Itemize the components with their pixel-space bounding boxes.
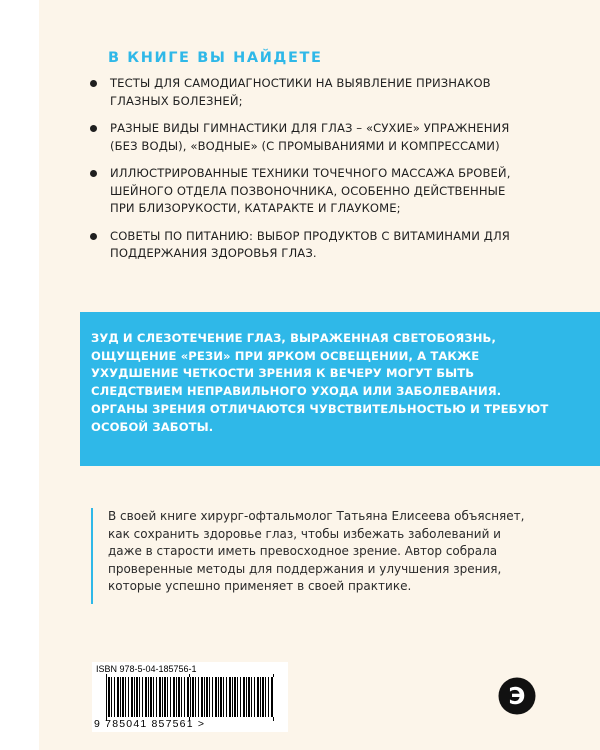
isbn-text: ISBN 978-5-04-185756-1 [96,664,197,674]
accent-rule [91,508,93,604]
bullet-dot-icon [90,170,97,177]
list-item-text: РАЗНЫЕ ВИДЫ ГИМНАСТИКИ ДЛЯ ГЛАЗ – «СУХИЕ» УПРАЖНЕНИЯ (БЕЗ ВОДЫ), «ВОДНЫЕ» (С ПРОМЫВАНИЯМИ И КОМПРЕССАМИ) [110,121,510,153]
list-item-text: СОВЕТЫ ПО ПИТАНИЮ: ВЫБОР ПРОДУКТОВ С ВИТАМИНАМИ ДЛЯ ПОДДЕРЖАНИЯ ЗДОРОВЬЯ ГЛАЗ. [110,228,510,260]
logo-letter: Э [508,684,526,710]
list-item-text: ИЛЛЮСТРИРОВАННЫЕ ТЕХНИКИ ТОЧЕЧНОГО МАССАЖА БРОВЕЙ, ШЕЙНОГО ОТДЕЛА ПОЗВОНОЧНИКА, ОСОБЕННО ДЕЙСТВЕННЫЕ ПРИ БЛИЗОРУКОСТИ, КАТАРАКТЕ И ГЛАУКОМЕ; [110,166,511,215]
bullet-dot-icon [90,233,97,240]
list-item [90,165,530,218]
list-item [90,120,530,155]
highlight-text: ЗУД И СЛЕЗОТЕЧЕНИЕ ГЛАЗ, ВЫРАЖЕННАЯ СВЕТОБОЯЗНЬ, ОЩУЩЕНИЕ «РЕЗИ» ПРИ ЯРКОМ ОСВЕЩЕНИИ, А ТАКЖЕ УХУДШЕНИЕ ЧЕТКОСТИ ЗРЕНИЯ К ВЕЧЕРУ МОГУТ БЫТЬ СЛЕДСТВИЕМ НЕПРАВИЛЬНОГО УХОДА ИЛИ ЗАБОЛЕВАНИЯ. ОРГАНЫ ЗРЕНИЯ ОТЛИЧАЮТСЯ ЧУВСТВИТЕЛЬНОСТЬЮ И ТРЕБУЮТ ОСОБОЙ ЗАБОТЫ. [91,331,549,434]
description-text: В своей книге хирург-офтальмолог Татьяна Елисеева объясняет, как сохранить здоровье глаз, чтобы избежать заболеваний и даже в старости иметь превосходное зрение. Автор собрала проверенные методы для поддержания и улучшения зрения, которые успешно применяет в своей практике. [108,509,525,593]
feature-list [90,75,530,273]
barcode-panel [92,662,288,732]
bullet-dot-icon [90,80,97,87]
barcode-bars [106,677,274,717]
barcode-number: 9 785041 857561 > [94,718,206,730]
list-item-text: ТЕСТЫ ДЛЯ САМОДИАГНОСТИКИ НА ВЫЯВЛЕНИЕ ПРИЗНАКОВ ГЛАЗНЫХ БОЛЕЗНЕЙ; [110,76,491,108]
bullet-dot-icon [90,125,97,132]
section-heading: В КНИГЕ ВЫ НАЙДЕТЕ [108,50,323,66]
eksmo-e-logo-icon [498,677,536,715]
list-item [90,228,530,263]
list-item [90,75,530,110]
